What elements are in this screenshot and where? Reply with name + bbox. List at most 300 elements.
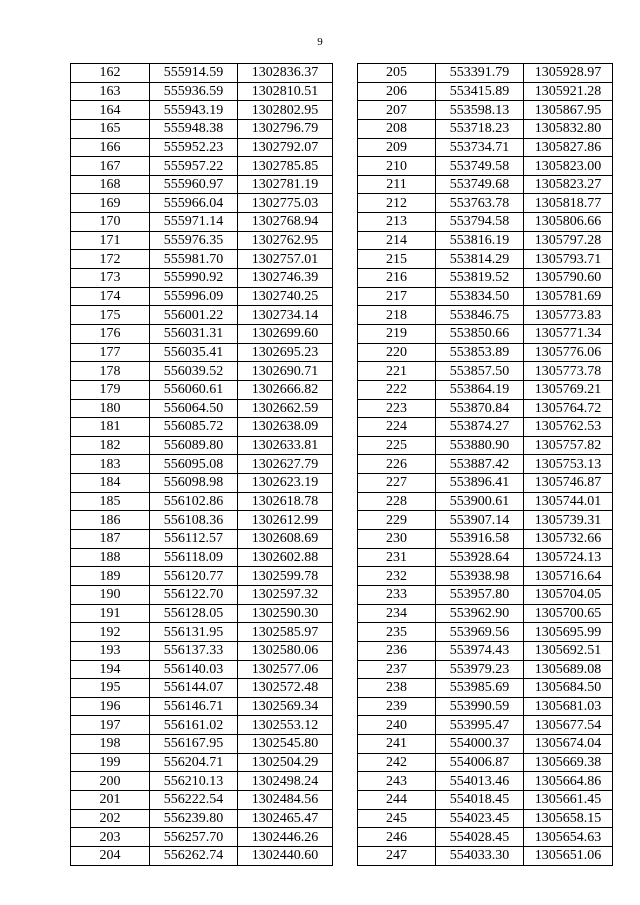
table-row xyxy=(71,660,333,679)
x-coordinate-cell: 555943.19 xyxy=(150,101,238,120)
x-coordinate-cell: 556128.05 xyxy=(150,604,238,623)
y-coordinate-cell: 1302545.80 xyxy=(238,735,333,754)
x-coordinate-cell: 555948.38 xyxy=(150,119,238,138)
x-coordinate-cell: 553853.89 xyxy=(436,343,524,362)
x-coordinate-cell: 556210.13 xyxy=(150,772,238,791)
table-row xyxy=(71,250,333,269)
table-row xyxy=(71,753,333,772)
point-number-cell: 178 xyxy=(71,362,150,381)
point-number-cell: 239 xyxy=(358,697,436,716)
table-row xyxy=(358,362,613,381)
table-row xyxy=(71,585,333,604)
point-number-cell: 219 xyxy=(358,324,436,343)
point-number-cell: 209 xyxy=(358,138,436,157)
table-row xyxy=(71,194,333,213)
y-coordinate-cell: 1305700.65 xyxy=(524,604,613,623)
point-number-cell: 179 xyxy=(71,380,150,399)
y-coordinate-cell: 1305651.06 xyxy=(524,846,613,865)
point-number-cell: 199 xyxy=(71,753,150,772)
y-coordinate-cell: 1302666.82 xyxy=(238,380,333,399)
coordinates-table-left-body xyxy=(71,64,333,866)
y-coordinate-cell: 1302768.94 xyxy=(238,213,333,232)
table-row xyxy=(71,399,333,418)
point-number-cell: 200 xyxy=(71,772,150,791)
table-row xyxy=(71,530,333,549)
y-coordinate-cell: 1302796.79 xyxy=(238,119,333,138)
table-row xyxy=(358,697,613,716)
y-coordinate-cell: 1305928.97 xyxy=(524,64,613,83)
point-number-cell: 205 xyxy=(358,64,436,83)
x-coordinate-cell: 556239.80 xyxy=(150,809,238,828)
y-coordinate-cell: 1302627.79 xyxy=(238,455,333,474)
x-coordinate-cell: 553962.90 xyxy=(436,604,524,623)
table-row xyxy=(71,567,333,586)
point-number-cell: 204 xyxy=(71,846,150,865)
x-coordinate-cell: 553391.79 xyxy=(436,64,524,83)
y-coordinate-cell: 1302662.59 xyxy=(238,399,333,418)
y-coordinate-cell: 1305684.50 xyxy=(524,679,613,698)
y-coordinate-cell: 1302590.30 xyxy=(238,604,333,623)
x-coordinate-cell: 553907.14 xyxy=(436,511,524,530)
table-row xyxy=(358,250,613,269)
point-number-cell: 192 xyxy=(71,623,150,642)
point-number-cell: 225 xyxy=(358,436,436,455)
y-coordinate-cell: 1305790.60 xyxy=(524,269,613,288)
x-coordinate-cell: 553990.59 xyxy=(436,697,524,716)
x-coordinate-cell: 553874.27 xyxy=(436,418,524,437)
y-coordinate-cell: 1302608.69 xyxy=(238,530,333,549)
table-row xyxy=(358,716,613,735)
y-coordinate-cell: 1302638.09 xyxy=(238,418,333,437)
x-coordinate-cell: 553814.29 xyxy=(436,250,524,269)
table-row xyxy=(358,455,613,474)
y-coordinate-cell: 1305753.13 xyxy=(524,455,613,474)
x-coordinate-cell: 553864.19 xyxy=(436,380,524,399)
point-number-cell: 234 xyxy=(358,604,436,623)
y-coordinate-cell: 1302599.78 xyxy=(238,567,333,586)
point-number-cell: 176 xyxy=(71,324,150,343)
table-row xyxy=(358,641,613,660)
point-number-cell: 211 xyxy=(358,175,436,194)
y-coordinate-cell: 1302569.34 xyxy=(238,697,333,716)
table-row xyxy=(358,585,613,604)
y-coordinate-cell: 1302792.07 xyxy=(238,138,333,157)
table-row xyxy=(358,343,613,362)
y-coordinate-cell: 1305921.28 xyxy=(524,82,613,101)
table-row xyxy=(71,175,333,194)
table-row xyxy=(358,175,613,194)
y-coordinate-cell: 1302781.19 xyxy=(238,175,333,194)
x-coordinate-cell: 555971.14 xyxy=(150,213,238,232)
table-row xyxy=(358,418,613,437)
x-coordinate-cell: 553819.52 xyxy=(436,269,524,288)
point-number-cell: 207 xyxy=(358,101,436,120)
table-row xyxy=(358,101,613,120)
table-row xyxy=(358,809,613,828)
table-row xyxy=(358,511,613,530)
x-coordinate-cell: 556122.70 xyxy=(150,585,238,604)
x-coordinate-cell: 553957.80 xyxy=(436,585,524,604)
point-number-cell: 169 xyxy=(71,194,150,213)
x-coordinate-cell: 556102.86 xyxy=(150,492,238,511)
point-number-cell: 218 xyxy=(358,306,436,325)
point-number-cell: 175 xyxy=(71,306,150,325)
point-number-cell: 167 xyxy=(71,157,150,176)
point-number-cell: 213 xyxy=(358,213,436,232)
y-coordinate-cell: 1302440.60 xyxy=(238,846,333,865)
point-number-cell: 224 xyxy=(358,418,436,437)
point-number-cell: 190 xyxy=(71,585,150,604)
table-row xyxy=(358,790,613,809)
y-coordinate-cell: 1305692.51 xyxy=(524,641,613,660)
point-number-cell: 180 xyxy=(71,399,150,418)
point-number-cell: 220 xyxy=(358,343,436,362)
table-row xyxy=(71,138,333,157)
y-coordinate-cell: 1305806.66 xyxy=(524,213,613,232)
y-coordinate-cell: 1305658.15 xyxy=(524,809,613,828)
x-coordinate-cell: 556262.74 xyxy=(150,846,238,865)
y-coordinate-cell: 1305793.71 xyxy=(524,250,613,269)
x-coordinate-cell: 556144.07 xyxy=(150,679,238,698)
point-number-cell: 214 xyxy=(358,231,436,250)
x-coordinate-cell: 555966.04 xyxy=(150,194,238,213)
y-coordinate-cell: 1302623.19 xyxy=(238,474,333,493)
x-coordinate-cell: 556204.71 xyxy=(150,753,238,772)
y-coordinate-cell: 1305669.38 xyxy=(524,753,613,772)
point-number-cell: 236 xyxy=(358,641,436,660)
x-coordinate-cell: 553734.71 xyxy=(436,138,524,157)
table-row xyxy=(358,604,613,623)
point-number-cell: 172 xyxy=(71,250,150,269)
point-number-cell: 174 xyxy=(71,287,150,306)
table-row xyxy=(71,324,333,343)
x-coordinate-cell: 556167.95 xyxy=(150,735,238,754)
coordinates-table-right xyxy=(357,63,613,866)
x-coordinate-cell: 553938.98 xyxy=(436,567,524,586)
table-row xyxy=(358,735,613,754)
point-number-cell: 227 xyxy=(358,474,436,493)
point-number-cell: 177 xyxy=(71,343,150,362)
x-coordinate-cell: 556039.52 xyxy=(150,362,238,381)
y-coordinate-cell: 1305771.34 xyxy=(524,324,613,343)
y-coordinate-cell: 1302553.12 xyxy=(238,716,333,735)
table-row xyxy=(71,436,333,455)
x-coordinate-cell: 553794.58 xyxy=(436,213,524,232)
x-coordinate-cell: 556095.08 xyxy=(150,455,238,474)
point-number-cell: 187 xyxy=(71,530,150,549)
y-coordinate-cell: 1305797.28 xyxy=(524,231,613,250)
x-coordinate-cell: 556131.95 xyxy=(150,623,238,642)
y-coordinate-cell: 1302775.03 xyxy=(238,194,333,213)
x-coordinate-cell: 553887.42 xyxy=(436,455,524,474)
x-coordinate-cell: 553763.78 xyxy=(436,194,524,213)
point-number-cell: 173 xyxy=(71,269,150,288)
table-row xyxy=(358,138,613,157)
point-number-cell: 164 xyxy=(71,101,150,120)
table-row xyxy=(71,846,333,865)
table-row xyxy=(71,828,333,847)
y-coordinate-cell: 1305732.66 xyxy=(524,530,613,549)
y-coordinate-cell: 1305677.54 xyxy=(524,716,613,735)
y-coordinate-cell: 1302810.51 xyxy=(238,82,333,101)
table-row xyxy=(71,809,333,828)
point-number-cell: 184 xyxy=(71,474,150,493)
table-row xyxy=(358,306,613,325)
x-coordinate-cell: 553979.23 xyxy=(436,660,524,679)
table-row xyxy=(71,343,333,362)
x-coordinate-cell: 553857.50 xyxy=(436,362,524,381)
table-row xyxy=(358,399,613,418)
x-coordinate-cell: 556001.22 xyxy=(150,306,238,325)
x-coordinate-cell: 555957.22 xyxy=(150,157,238,176)
x-coordinate-cell: 553846.75 xyxy=(436,306,524,325)
table-row xyxy=(71,231,333,250)
table-row xyxy=(358,157,613,176)
y-coordinate-cell: 1305681.03 xyxy=(524,697,613,716)
point-number-cell: 222 xyxy=(358,380,436,399)
x-coordinate-cell: 556098.98 xyxy=(150,474,238,493)
y-coordinate-cell: 1305773.83 xyxy=(524,306,613,325)
point-number-cell: 203 xyxy=(71,828,150,847)
x-coordinate-cell: 556140.03 xyxy=(150,660,238,679)
point-number-cell: 189 xyxy=(71,567,150,586)
table-row xyxy=(71,157,333,176)
y-coordinate-cell: 1302577.06 xyxy=(238,660,333,679)
point-number-cell: 240 xyxy=(358,716,436,735)
x-coordinate-cell: 553749.58 xyxy=(436,157,524,176)
x-coordinate-cell: 555996.09 xyxy=(150,287,238,306)
x-coordinate-cell: 554013.46 xyxy=(436,772,524,791)
point-number-cell: 223 xyxy=(358,399,436,418)
y-coordinate-cell: 1305739.31 xyxy=(524,511,613,530)
x-coordinate-cell: 556120.77 xyxy=(150,567,238,586)
point-number-cell: 210 xyxy=(358,157,436,176)
table-row xyxy=(358,231,613,250)
point-number-cell: 197 xyxy=(71,716,150,735)
table-row xyxy=(358,679,613,698)
page-number: 9 xyxy=(317,36,323,48)
y-coordinate-cell: 1305781.69 xyxy=(524,287,613,306)
table-row xyxy=(358,194,613,213)
table-row xyxy=(71,287,333,306)
point-number-cell: 215 xyxy=(358,250,436,269)
point-number-cell: 226 xyxy=(358,455,436,474)
y-coordinate-cell: 1305769.21 xyxy=(524,380,613,399)
y-coordinate-cell: 1302602.88 xyxy=(238,548,333,567)
point-number-cell: 194 xyxy=(71,660,150,679)
point-number-cell: 165 xyxy=(71,119,150,138)
point-number-cell: 232 xyxy=(358,567,436,586)
x-coordinate-cell: 556108.36 xyxy=(150,511,238,530)
y-coordinate-cell: 1305724.13 xyxy=(524,548,613,567)
point-number-cell: 171 xyxy=(71,231,150,250)
table-row xyxy=(71,82,333,101)
y-coordinate-cell: 1305773.78 xyxy=(524,362,613,381)
y-coordinate-cell: 1305827.86 xyxy=(524,138,613,157)
x-coordinate-cell: 556146.71 xyxy=(150,697,238,716)
y-coordinate-cell: 1305823.27 xyxy=(524,175,613,194)
table-row xyxy=(358,492,613,511)
point-number-cell: 186 xyxy=(71,511,150,530)
point-number-cell: 170 xyxy=(71,213,150,232)
x-coordinate-cell: 556089.80 xyxy=(150,436,238,455)
x-coordinate-cell: 556085.72 xyxy=(150,418,238,437)
table-row xyxy=(358,828,613,847)
table-row xyxy=(358,269,613,288)
table-row xyxy=(358,567,613,586)
x-coordinate-cell: 554006.87 xyxy=(436,753,524,772)
point-number-cell: 241 xyxy=(358,735,436,754)
table-row xyxy=(358,287,613,306)
x-coordinate-cell: 556257.70 xyxy=(150,828,238,847)
table-row xyxy=(71,474,333,493)
y-coordinate-cell: 1305746.87 xyxy=(524,474,613,493)
table-row xyxy=(71,269,333,288)
table-row xyxy=(71,101,333,120)
y-coordinate-cell: 1305762.53 xyxy=(524,418,613,437)
y-coordinate-cell: 1302690.71 xyxy=(238,362,333,381)
x-coordinate-cell: 553916.58 xyxy=(436,530,524,549)
x-coordinate-cell: 553928.64 xyxy=(436,548,524,567)
point-number-cell: 198 xyxy=(71,735,150,754)
table-row xyxy=(358,474,613,493)
table-row xyxy=(358,623,613,642)
x-coordinate-cell: 553985.69 xyxy=(436,679,524,698)
point-number-cell: 206 xyxy=(358,82,436,101)
y-coordinate-cell: 1302746.39 xyxy=(238,269,333,288)
x-coordinate-cell: 556112.57 xyxy=(150,530,238,549)
point-number-cell: 162 xyxy=(71,64,150,83)
x-coordinate-cell: 555952.23 xyxy=(150,138,238,157)
point-number-cell: 235 xyxy=(358,623,436,642)
x-coordinate-cell: 553900.61 xyxy=(436,492,524,511)
point-number-cell: 166 xyxy=(71,138,150,157)
table-row xyxy=(358,772,613,791)
point-number-cell: 212 xyxy=(358,194,436,213)
y-coordinate-cell: 1305704.05 xyxy=(524,585,613,604)
table-row xyxy=(71,380,333,399)
point-number-cell: 230 xyxy=(358,530,436,549)
table-row xyxy=(71,716,333,735)
table-row xyxy=(71,679,333,698)
y-coordinate-cell: 1305823.00 xyxy=(524,157,613,176)
point-number-cell: 191 xyxy=(71,604,150,623)
x-coordinate-cell: 556137.33 xyxy=(150,641,238,660)
table-row xyxy=(71,64,333,83)
y-coordinate-cell: 1305757.82 xyxy=(524,436,613,455)
y-coordinate-cell: 1305776.06 xyxy=(524,343,613,362)
point-number-cell: 188 xyxy=(71,548,150,567)
table-row xyxy=(358,324,613,343)
y-coordinate-cell: 1305716.64 xyxy=(524,567,613,586)
point-number-cell: 168 xyxy=(71,175,150,194)
table-row xyxy=(71,213,333,232)
x-coordinate-cell: 555990.92 xyxy=(150,269,238,288)
y-coordinate-cell: 1305867.95 xyxy=(524,101,613,120)
table-row xyxy=(358,213,613,232)
table-row xyxy=(358,548,613,567)
y-coordinate-cell: 1302618.78 xyxy=(238,492,333,511)
x-coordinate-cell: 554023.45 xyxy=(436,809,524,828)
point-number-cell: 196 xyxy=(71,697,150,716)
table-row xyxy=(71,548,333,567)
table-row xyxy=(71,492,333,511)
table-row xyxy=(71,604,333,623)
point-number-cell: 202 xyxy=(71,809,150,828)
point-number-cell: 238 xyxy=(358,679,436,698)
x-coordinate-cell: 555960.97 xyxy=(150,175,238,194)
point-number-cell: 193 xyxy=(71,641,150,660)
y-coordinate-cell: 1305664.86 xyxy=(524,772,613,791)
point-number-cell: 208 xyxy=(358,119,436,138)
x-coordinate-cell: 553969.56 xyxy=(436,623,524,642)
y-coordinate-cell: 1302504.29 xyxy=(238,753,333,772)
point-number-cell: 195 xyxy=(71,679,150,698)
x-coordinate-cell: 555976.35 xyxy=(150,231,238,250)
x-coordinate-cell: 554028.45 xyxy=(436,828,524,847)
table-row xyxy=(71,772,333,791)
table-row xyxy=(71,119,333,138)
table-row xyxy=(358,380,613,399)
y-coordinate-cell: 1302785.85 xyxy=(238,157,333,176)
x-coordinate-cell: 554000.37 xyxy=(436,735,524,754)
y-coordinate-cell: 1302585.97 xyxy=(238,623,333,642)
y-coordinate-cell: 1302802.95 xyxy=(238,101,333,120)
y-coordinate-cell: 1302572.48 xyxy=(238,679,333,698)
coordinates-table-right-body xyxy=(358,64,613,866)
x-coordinate-cell: 556035.41 xyxy=(150,343,238,362)
point-number-cell: 217 xyxy=(358,287,436,306)
x-coordinate-cell: 553880.90 xyxy=(436,436,524,455)
x-coordinate-cell: 556222.54 xyxy=(150,790,238,809)
point-number-cell: 181 xyxy=(71,418,150,437)
table-row xyxy=(358,436,613,455)
x-coordinate-cell: 553834.50 xyxy=(436,287,524,306)
x-coordinate-cell: 556060.61 xyxy=(150,380,238,399)
x-coordinate-cell: 553816.19 xyxy=(436,231,524,250)
x-coordinate-cell: 553995.47 xyxy=(436,716,524,735)
point-number-cell: 201 xyxy=(71,790,150,809)
y-coordinate-cell: 1305818.77 xyxy=(524,194,613,213)
point-number-cell: 242 xyxy=(358,753,436,772)
y-coordinate-cell: 1305744.01 xyxy=(524,492,613,511)
y-coordinate-cell: 1305695.99 xyxy=(524,623,613,642)
point-number-cell: 229 xyxy=(358,511,436,530)
table-row xyxy=(71,623,333,642)
table-row xyxy=(71,511,333,530)
y-coordinate-cell: 1302836.37 xyxy=(238,64,333,83)
x-coordinate-cell: 553974.43 xyxy=(436,641,524,660)
y-coordinate-cell: 1305764.72 xyxy=(524,399,613,418)
y-coordinate-cell: 1305674.04 xyxy=(524,735,613,754)
table-row xyxy=(358,660,613,679)
y-coordinate-cell: 1302580.06 xyxy=(238,641,333,660)
point-number-cell: 163 xyxy=(71,82,150,101)
point-number-cell: 182 xyxy=(71,436,150,455)
point-number-cell: 247 xyxy=(358,846,436,865)
x-coordinate-cell: 555936.59 xyxy=(150,82,238,101)
x-coordinate-cell: 553870.84 xyxy=(436,399,524,418)
x-coordinate-cell: 555914.59 xyxy=(150,64,238,83)
x-coordinate-cell: 556118.09 xyxy=(150,548,238,567)
y-coordinate-cell: 1302597.32 xyxy=(238,585,333,604)
table-row xyxy=(358,82,613,101)
y-coordinate-cell: 1302734.14 xyxy=(238,306,333,325)
y-coordinate-cell: 1302446.26 xyxy=(238,828,333,847)
point-number-cell: 246 xyxy=(358,828,436,847)
x-coordinate-cell: 554033.30 xyxy=(436,846,524,865)
y-coordinate-cell: 1302740.25 xyxy=(238,287,333,306)
